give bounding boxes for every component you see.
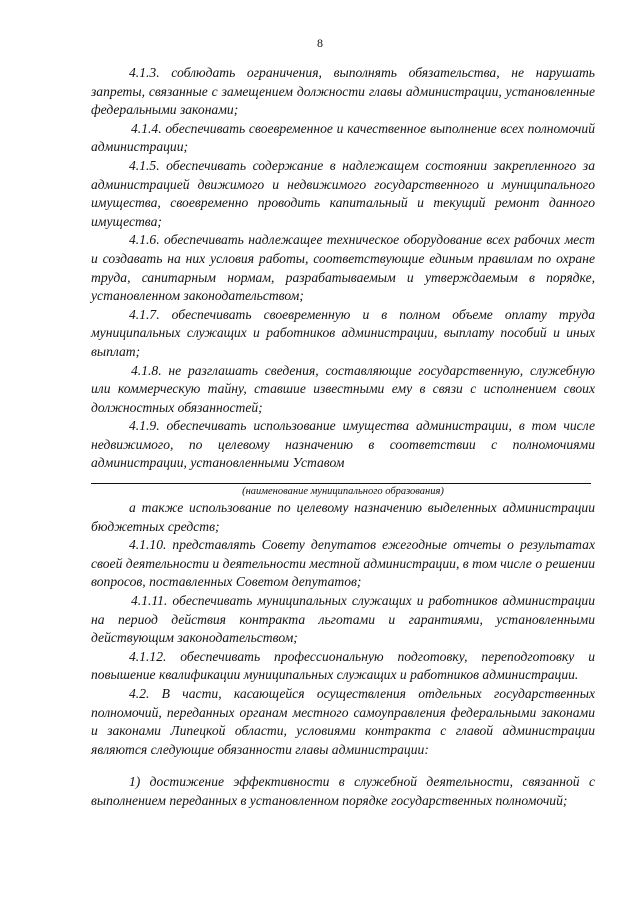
paragraph-4-1-12: 4.1.12. обеспечивать профессиональную подготовку, переподготовку и повышение квалификации муниципальных служащих и работников администрации.: [91, 648, 595, 683]
page-number: 8: [317, 36, 323, 50]
paragraph-4-1-3: 4.1.3. соблюдать ограничения, выполнять обязательства, не нарушать запреты, связанные с замещением должности главы администрации, установленные федеральными законами;: [91, 65, 595, 118]
fill-in-blank-line: [91, 473, 591, 484]
paragraph-4-1-10: 4.1.10. представлять Совету депутатов ежегодные отчеты о результатах своей деятельности и деятельности местной администрации, в том числе о решении вопросов, поставленных Советом депутатов;: [91, 537, 595, 590]
paragraph-4-1-7: 4.1.7. обеспечивать своевременную и в полном объеме оплату труда муниципальных служащих и работников администрации, выплату пособий и иных выплат;: [91, 306, 595, 359]
paragraph-gap: [91, 759, 595, 773]
paragraph-4-1-4: 4.1.4. обеспечивать своевременное и качественное выполнение всех полномочий администрации;: [91, 120, 595, 155]
blank-line-caption: (наименование муниципального образования): [242, 486, 444, 498]
paragraph-4-1-9: 4.1.9. обеспечивать использование имущества администрации, в том числе недвижимого, по целевому назначению в соответствии с полномочиями администрации, установленными Уставом: [91, 418, 595, 471]
paragraph-4-1-5: 4.1.5. обеспечивать содержание в надлежащем состоянии закрепленного за администрацией движимого и недвижимого государственного и муниципального имущества, своевременно проводить капитальный и текущий ремонт данного имущества;: [91, 157, 595, 229]
paragraph-continuation: а также использование по целевому назначению выделенных администрации бюджетных средств;: [91, 500, 595, 534]
paragraph-4-1-11: 4.1.11. обеспечивать муниципальных служащих и работников администрации на период действия контракта льготами и гарантиями, установленными действующим законодательством;: [91, 593, 595, 646]
document-body: [91, 64, 595, 811]
paragraph-4-1-8: 4.1.8. не разглашать сведения, составляющие государственную, служебную или коммерческую тайну, ставшие известными ему в связи с исполнением своих должностных обязанностей;: [91, 362, 595, 415]
paragraph-4-1-6: 4.1.6. обеспечивать надлежащее техническое оборудование всех рабочих мест и создавать на них условия работы, соответствующие единым правилам по охране труда, санитарным нормам, разрабатываемым и утверждаемым в порядке, установленном законодательством;: [91, 232, 595, 304]
paragraph-item-1: 1) достижение эффективности в служебной деятельности, связанной с выполнением переданных в установленном порядке государственных полномочий;: [91, 774, 595, 808]
paragraph-4-2: 4.2. В части, касающейся осуществления отдельных государственных полномочий, переданных органам местного самоуправления федеральными законами и законами Липецкой области, условиями контракта с главой администрации являются следующие обязанности главы администрации:: [91, 686, 595, 757]
